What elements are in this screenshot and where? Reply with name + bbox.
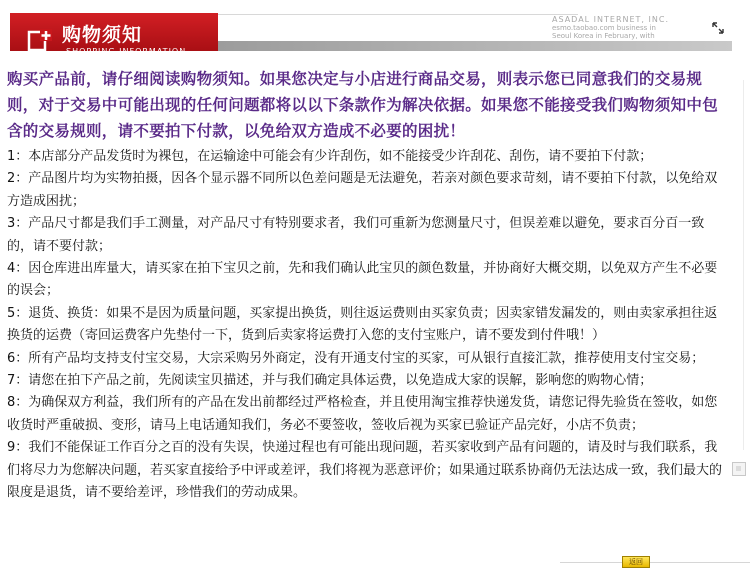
term-item-7: 7：请您在拍下产品之前，先阅读宝贝描述，并与我们确定具体运费，以免造成大家的误解，影响您的购物心情； — [7, 373, 653, 389]
term-item-8: 8：为确保双方利益，我们所有的产品在发出前都经过严格检查，并且使用淘宝推荐快递发货，请您记得先验货在签收，如您收货时严重破损、变形，请马上电话通知我们，务必不要签收，签收后视为买家已验证产品完好，小店不负责； — [7, 395, 718, 433]
header-subtitle: SHOPPING INFORMATION — [66, 47, 187, 56]
term-item-1: 1：本店部分产品发货时为裸包，在运输途中可能会有少许刮伤，如不能接受少许刮花、刮伤，请不要拍下付款； — [7, 149, 653, 164]
term-item-9: 9：我们不能保证工作百分之百的没有失误，快递过程也有可能出现问题，若买家收到产品有问题的，请及时与我们联系，我们将尽力为您解决问题，若买家直接给予中评或差评，我们将视为恶意评价；如果通过联系协商仍无法达成一致，我们最大的限度是退货，请不要给差评，珍惜我们的劳动成果。 — [7, 440, 723, 501]
cart-plus-icon — [26, 27, 54, 55]
shopping-info-header — [4, 4, 746, 56]
header-gray-bar — [218, 41, 732, 51]
right-edge-rule — [743, 80, 744, 450]
bottom-rule — [560, 562, 750, 563]
term-item-3: 3：产品尺寸都是我们手工测量，对产品尺寸有特别要求者，我们可重新为您测量尺寸，但误差难以避免，要求百分百一致的，请不要付款； — [7, 216, 705, 254]
header-red-banner — [10, 13, 218, 56]
expand-icon[interactable] — [712, 22, 724, 34]
header-top-rule — [218, 14, 578, 15]
side-scroll-button[interactable] — [732, 462, 746, 476]
brand-line-2: Seoul Korea in February, with — [552, 32, 655, 40]
header-title: 购物须知 — [62, 24, 143, 46]
term-item-6: 6：所有产品均支持支付宝交易，大宗采购另外商定，没有开通支付宝的买家，可从银行直接汇款，推荐使用支付宝交易； — [7, 350, 705, 366]
brand-line-1: esmo.taobao.com business in — [552, 24, 656, 32]
brand-block — [552, 16, 692, 40]
term-item-5: 5：退货、换货：如果不是因为质量问题，买家提出换货，则往返运费则由买家负责；因卖家错发漏发的，则由卖家承担往返换货的运费（寄回运费客户先垫付一下，货到后卖家将运费打入您的支付宝账户，请不要发到付件哦！） — [7, 305, 718, 344]
term-item-4: 4：因仓库进出库量大，请买家在拍下宝贝之前，先和我们确认此宝贝的颜色数量，并协商好大概交期，以免双方产生不必要的误会； — [7, 261, 718, 299]
return-button[interactable]: 返回 — [622, 556, 650, 568]
terms-list — [7, 146, 727, 505]
term-item-2: 2：产品图片均为实物拍摄，因各个显示器不同所以色差问题是无法避免，若亲对颜色要求苛刻，请不要拍下付款，以免给双方造成困扰； — [7, 171, 718, 209]
brand-title: ASADAL INTERNET, INC. — [552, 15, 669, 24]
intro-paragraph: 购买产品前，请仔细阅读购物须知。如果您决定与小店进行商品交易，则表示您已同意我们的交易规则，对于交易中可能出现的任何问题都将以以下条款作为解决依据。如果您不能接受我们购物须知中包含的交易规则，请不要拍下付款，以免给双方造成不必要的困扰！ — [7, 70, 719, 140]
